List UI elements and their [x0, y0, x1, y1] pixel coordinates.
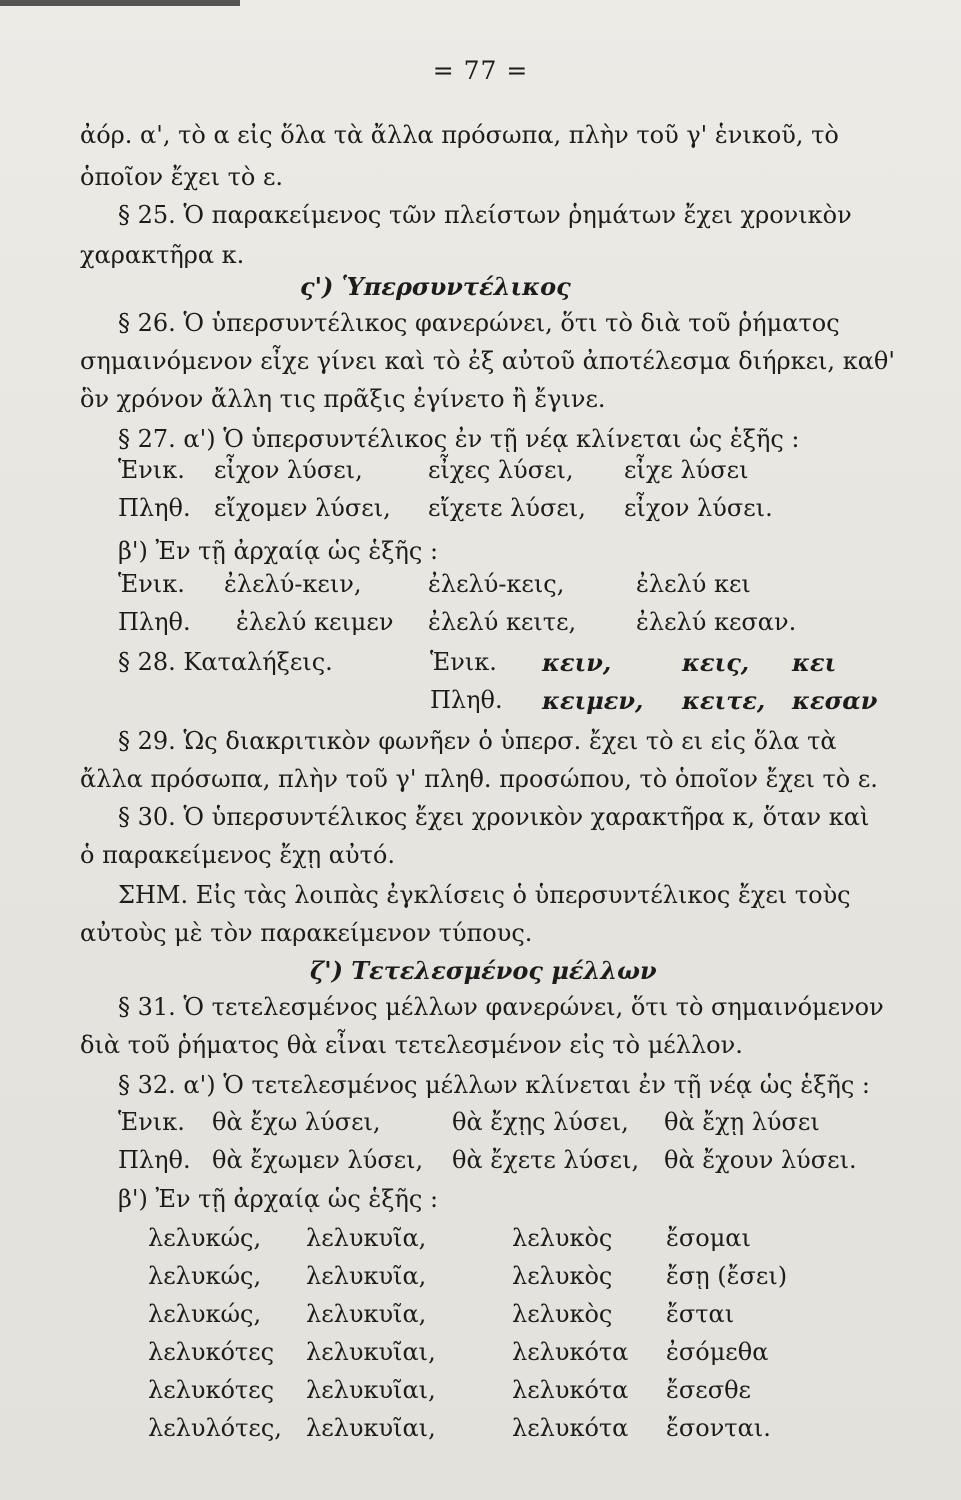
- participle-form: λελυκυῖαι,: [306, 1338, 436, 1366]
- conj-form: εἶχες λύσει,: [428, 456, 574, 484]
- conj-form: εἶχον λύσει,: [214, 456, 363, 484]
- paragraph-30: § 30. Ὁ ὑπερσυντέλικος ἔχει χρονικὸν χαρακτῆρα κ, ὅταν καὶ: [118, 803, 870, 831]
- participle-form: λελυκυῖα,: [306, 1262, 427, 1290]
- paragraph-31: § 31. Ὁ τετελεσμένος μέλλων φανερώνει, ὅτι τὸ σημαινόμενον: [118, 993, 884, 1021]
- endings-label: § 28. Καταλήξεις.: [118, 648, 333, 676]
- text-line: σημαινόμενον εἶχε γίνει καὶ τὸ ἐξ αὐτοῦ ἀποτέλεσμα διήρκει, καθ': [80, 347, 895, 375]
- paragraph-25: § 25. Ὁ παρακείμενος τῶν πλείστων ῥημάτων ἔχει χρονικὸν: [118, 201, 852, 229]
- participle-form: λελυκυῖα,: [306, 1224, 427, 1252]
- participle-form: λελυκώς,: [148, 1224, 262, 1252]
- ending: κειτε,: [682, 686, 766, 715]
- conj-form: θὰ ἔχουν λύσει.: [664, 1146, 857, 1174]
- text-line: ὁποῖον ἔχει τὸ ε.: [80, 163, 284, 191]
- participle-form: λελυκότα: [512, 1414, 629, 1442]
- participle-form: λελυκότες: [148, 1376, 275, 1404]
- participle-form: λελυκὸς: [512, 1300, 613, 1328]
- conj-form: ἐλελύ κει: [636, 570, 751, 598]
- paragraph-32: § 32. α') Ὁ τετελεσμένος μέλλων κλίνεται ἐν τῇ νέᾳ ὡς ἑξῆς :: [118, 1071, 870, 1099]
- participle-form: λελυκὸς: [512, 1224, 613, 1252]
- conj-label: Πληθ.: [430, 686, 503, 714]
- ending: κειμεν,: [542, 686, 644, 715]
- text-line: χαρακτῆρα κ.: [80, 241, 245, 269]
- aux-form: ἔσται: [666, 1300, 735, 1328]
- aux-form: ἔσονται.: [666, 1414, 771, 1442]
- conj-form: ἐλελύ κεσαν.: [636, 608, 797, 636]
- conj-label: Ἑνικ.: [118, 456, 185, 484]
- conj-form: θὰ ἔχῃς λύσει,: [452, 1108, 629, 1136]
- text-line: διὰ τοῦ ῥήματος θὰ εἶναι τετελεσμένον εἰς τὸ μέλλον.: [80, 1031, 743, 1059]
- ending: κεις,: [682, 648, 750, 677]
- conj-form: ἐλελύ κειτε,: [428, 608, 577, 636]
- heading-pluperfect: ς') Ὑπερσυντέλικος: [300, 272, 571, 301]
- conj-form: εἶχε λύσει: [624, 456, 749, 484]
- aux-form: ἔσομαι: [666, 1224, 751, 1252]
- conj-form: ἐλελύ-κεις,: [428, 570, 565, 598]
- text-line: ἀόρ. α', τὸ α εἰς ὅλα τὰ ἄλλα πρόσωπα, πλὴν τοῦ γ' ἑνικοῦ, τὸ: [80, 121, 839, 149]
- participle-form: λελυκυῖα,: [306, 1300, 427, 1328]
- aux-form: ἐσόμεθα: [666, 1338, 769, 1366]
- note-line: ΣΗΜ. Εἰς τὰς λοιπὰς ἐγκλίσεις ὁ ὑπερσυντέλικος ἔχει τοὺς: [118, 881, 851, 909]
- conj-label: Ἑνικ.: [118, 1108, 185, 1136]
- text-line: ἄλλα πρόσωπα, πλὴν τοῦ γ' πληθ. προσώπου, τὸ ὁποῖον ἔχει τὸ ε.: [80, 765, 878, 793]
- participle-form: λελυκυῖαι,: [306, 1376, 436, 1404]
- conj-form: θὰ ἔχετε λύσει,: [452, 1146, 640, 1174]
- conj-form: εἴχομεν λύσει,: [214, 494, 391, 522]
- participle-form: λελυκώς,: [148, 1262, 262, 1290]
- participle-form: λελυκότα: [512, 1338, 629, 1366]
- text-line: β') Ἐν τῇ ἀρχαίᾳ ὡς ἑξῆς :: [118, 1185, 439, 1213]
- ending: κειν,: [542, 648, 612, 677]
- participle-form: λελυκότες: [148, 1338, 275, 1366]
- ending: κει: [792, 648, 837, 677]
- heading-future-perfect: ζ') Τετελεσμένος μέλλων: [310, 956, 657, 985]
- text-line: ὃν χρόνον ἄλλη τις πρᾶξις ἐγίνετο ἢ ἔγινε.: [80, 385, 606, 413]
- aux-form: ἔσεσθε: [666, 1376, 751, 1404]
- conj-label: Ἑνικ.: [118, 570, 185, 598]
- conj-label: Ἑνικ.: [430, 648, 497, 676]
- text-line: αὐτοὺς μὲ τὸν παρακείμενον τύπους.: [80, 919, 533, 947]
- conj-form: θὰ ἔχωμεν λύσει,: [212, 1146, 424, 1174]
- participle-form: λελυκώς,: [148, 1300, 262, 1328]
- conj-form: θὰ ἔχῃ λύσει: [664, 1108, 820, 1136]
- conj-label: Πληθ.: [118, 1146, 191, 1174]
- conj-label: Πληθ.: [118, 608, 191, 636]
- participle-form: λελυλότες,: [148, 1414, 282, 1442]
- aux-form: ἔσῃ (ἔσει): [666, 1262, 788, 1290]
- scan-edge-mark: [0, 0, 240, 6]
- participle-form: λελυκὸς: [512, 1262, 613, 1290]
- conj-form: ἐλελύ-κειν,: [224, 570, 362, 598]
- conj-form: θὰ ἔχω λύσει,: [212, 1108, 381, 1136]
- page-number: = 77 =: [432, 56, 529, 85]
- conj-label: Πληθ.: [118, 494, 191, 522]
- participle-form: λελυκότα: [512, 1376, 629, 1404]
- text-line: ὁ παρακείμενος ἔχῃ αὐτό.: [80, 841, 395, 869]
- conj-form: ἐλελύ κειμεν: [236, 608, 394, 636]
- conj-form: εἶχον λύσει.: [624, 494, 773, 522]
- text-line: β') Ἐν τῇ ἀρχαίᾳ ὡς ἑξῆς :: [118, 537, 439, 565]
- conj-form: εἴχετε λύσει,: [428, 494, 586, 522]
- paragraph-26: § 26. Ὁ ὑπερσυντέλικος φανερώνει, ὅτι τὸ διὰ τοῦ ῥήματος: [118, 309, 840, 337]
- participle-form: λελυκυῖαι,: [306, 1414, 436, 1442]
- paragraph-29: § 29. Ὡς διακριτικὸν φωνῆεν ὁ ὑπερσ. ἔχει τὸ ει εἰς ὅλα τὰ: [118, 727, 837, 755]
- ending: κεσαν: [792, 686, 878, 715]
- paragraph-27: § 27. α') Ὁ ὑπερσυντέλικος ἐν τῇ νέᾳ κλίνεται ὡς ἑξῆς :: [118, 425, 800, 453]
